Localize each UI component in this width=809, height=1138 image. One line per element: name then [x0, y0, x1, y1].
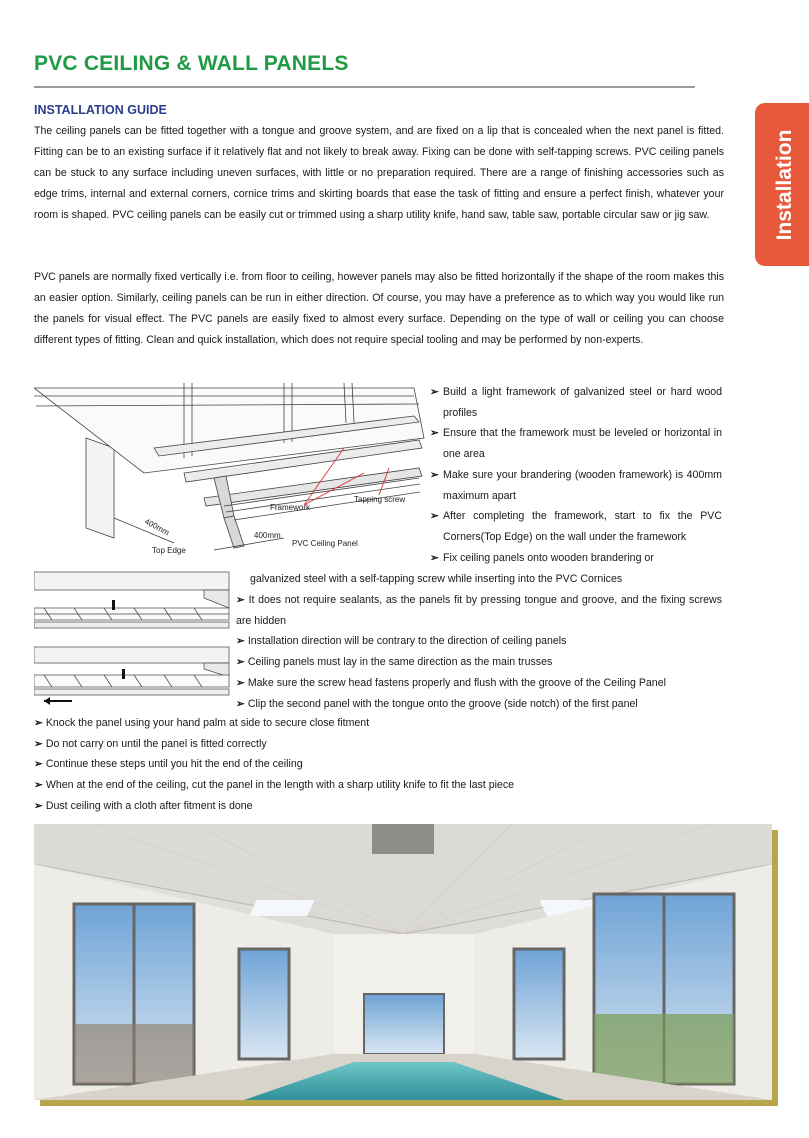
list-item: ➢ Continue these steps until you hit the end of the ceiling — [34, 758, 303, 771]
list-item: ➢ When at the end of the ceiling, cut the panel in the length with a sharp utility knife to fit the last piece — [34, 779, 515, 792]
list-item: ➢ Make sure your brandering (wooden framework) is 400mm maximum apart — [430, 468, 722, 502]
list-item: ➢ After completing the framework, start to fix the PVC Corners(Top Edge) on the wall under the framework — [430, 510, 722, 543]
steps-list-right — [430, 382, 722, 568]
list-item: ➢ Do not carry on until the panel is fitted correctly — [34, 737, 267, 750]
list-item: ➢ Knock the panel using your hand palm at side to secure close fitment — [34, 717, 370, 729]
label-top-edge: Top Edge — [152, 546, 186, 555]
list-item: ➢ Ensure that the framework must be leveled or horizontal in one area — [430, 427, 722, 461]
list-item: ➢ Installation direction will be contrary to the direction of ceiling panels — [236, 635, 567, 648]
list-item: ➢ Fix ceiling panels onto wooden brandering or — [430, 551, 654, 564]
label-dim-bottom: 400mm — [254, 531, 281, 540]
steps-list-bottom — [34, 713, 724, 817]
clip-panel-detail-diagram — [34, 645, 234, 707]
list-item: ➢ Make sure the screw head fastens properly and flush with the groove of the Ceiling Panel — [236, 676, 666, 689]
step-continuation: galvanized steel with a self-tapping screw while inserting into the PVC Cornices — [250, 573, 623, 585]
label-framework: Framework — [270, 503, 311, 512]
cornice-detail-diagram — [34, 570, 234, 640]
section-side-tab-label: Installation — [773, 129, 796, 240]
list-item: ➢ It does not require sealants, as the panels fit by pressing tongue and groove, and the fixing screws are hidden — [236, 594, 722, 627]
section-side-tab — [755, 103, 809, 266]
pool-room-photo — [34, 824, 772, 1100]
label-dim-left: 400mm — [143, 516, 171, 538]
label-pvc-ceiling-panel: PVC Ceiling Panel — [292, 539, 358, 548]
intro-paragraph-2: PVC panels are normally fixed vertically i.e. from floor to ceiling, however panels may also be fitted horizontally if the shape of the room makes this an easier option. Similarly, ceiling panels can be run in either direction. Of course, you may have a preference as to which way you would like run the panels for visual effect. The PVC panels are easily fixed to almost every surface. Depending on the type of wall or ceiling you can choose different types of fitting. Clean and quick installation, which does not require special tooling and may be performed by non-experts. — [34, 271, 724, 346]
list-item: ➢ Clip the second panel with the tongue onto the groove (side notch) of the first panel — [236, 697, 638, 710]
steps-list-middle — [236, 590, 722, 714]
list-item: ➢ Ceiling panels must lay in the same direction as the main trusses — [236, 656, 553, 669]
list-item: ➢ Build a light framework of galvanized steel or hard wood profiles — [430, 386, 722, 419]
intro-paragraph-1: The ceiling panels can be fitted together with a tongue and groove system, and are fixed on a lip that is concealed when the next panel is fitted. Fitting can be to an existing surface if it relatively flat and not likely to break away. Fixing can be done with self-tapping screws. PVC ceiling panels can be stuck to any surface including uneven surfaces, with little or no preparation required. There are a range of finishing accessories such as edge trims, internal and external corners, cornice trims and skirting boards that ease the task of fitting and ensure a perfect finish, whatever your room is shaped. PVC ceiling panels can be easily cut or trimmed using a sharp utility knife, hand saw, table saw, portable circular saw or jig saw. — [34, 125, 724, 221]
label-tapping-screw: Tapping screw — [354, 495, 406, 504]
section-heading: INSTALLATION GUIDE — [34, 103, 167, 117]
framework-diagram — [34, 378, 426, 563]
list-item: ➢ Dust ceiling with a cloth after fitment is done — [34, 799, 253, 812]
title-divider — [34, 86, 695, 88]
page-title: PVC CEILING & WALL PANELS — [34, 52, 349, 75]
